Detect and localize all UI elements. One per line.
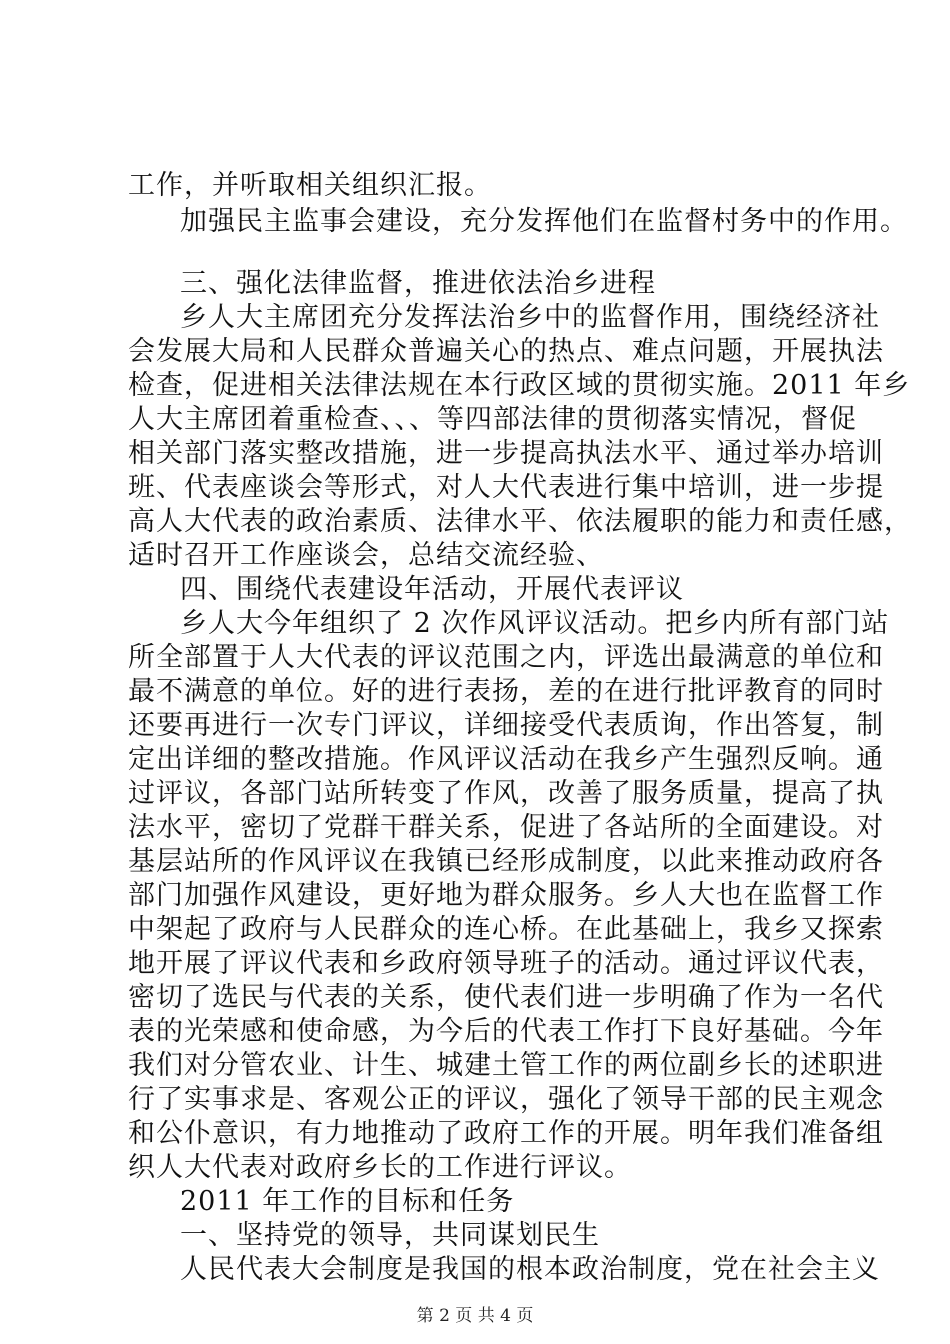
text-line-14: 所全部置于人大代表的评议范围之内，评选出最满意的单位和 xyxy=(128,642,884,673)
text-line-26: 我们对分管农业、计生、城建土管工作的两位副乡长的述职进 xyxy=(128,1050,884,1081)
text-line-21: 部门加强作风建设，更好地为群众服务。乡人大也在监督工作 xyxy=(128,880,884,911)
text-line-9: 班、代表座谈会等形式，对人大代表进行集中培训，进一步提 xyxy=(128,472,884,503)
text-line-7: 人大主席团着重检查、、、等四部法律的贯彻落实情况，督促 xyxy=(128,404,857,435)
text-line-11: 适时召开工作座谈会，总结交流经验、 xyxy=(128,540,604,571)
page-footer: 第 2 页 共 4 页 xyxy=(416,1306,534,1326)
text-line-10: 高人大代表的政治素质、法律水平、依法履职的能力和责任感， xyxy=(128,506,912,537)
text-line-20: 基层站所的作风评议在我镇已经形成制度，以此来推动政府各 xyxy=(128,846,884,877)
text-line-22: 中架起了政府与人民群众的连心桥。在此基础上，我乡又探索 xyxy=(128,914,884,945)
text-line-17: 定出详细的整改措施。作风评议活动在我乡产生强烈反响。通 xyxy=(128,744,884,775)
text-line-16: 还要再进行一次专门评议，详细接受代表质询，作出答复，制 xyxy=(128,710,884,741)
text-line-29: 织人大代表对政府乡长的工作进行评议。 xyxy=(128,1152,632,1183)
text-line-25: 表的光荣感和使命感，为今后的代表工作打下良好基础。今年 xyxy=(128,1016,884,1047)
text-line-4: 乡人大主席团充分发挥法治乡中的监督作用，围绕经济社 xyxy=(180,302,880,333)
text-line-23: 地开展了评议代表和乡政府领导班子的活动。通过评议代表， xyxy=(128,948,884,979)
section-heading-1: 一、坚持党的领导，共同谋划民生 xyxy=(180,1220,600,1251)
text-line-28: 和公仆意识，有力地推动了政府工作的开展。明年我们准备组 xyxy=(128,1118,884,1149)
text-line-18: 过评议，各部门站所转变了作风，改善了服务质量，提高了执 xyxy=(128,778,884,809)
section-heading-2011: 2011 年工作的目标和任务 xyxy=(180,1186,515,1217)
text-line-15: 最不满意的单位。好的进行表扬，差的在进行批评教育的同时 xyxy=(128,676,884,707)
section-heading-3: 三、强化法律监督，推进依法治乡进程 xyxy=(180,268,656,299)
text-line-6: 检查，促进相关法律法规在本行政区域的贯彻实施。2011 年乡 xyxy=(128,370,911,401)
text-line-24: 密切了选民与代表的关系，使代表们进一步明确了作为一名代 xyxy=(128,982,884,1013)
text-line-27: 行了实事求是、客观公正的评议，强化了领导干部的民主观念 xyxy=(128,1084,884,1115)
text-line-5: 会发展大局和人民群众普遍关心的热点、难点问题，开展执法 xyxy=(128,336,884,367)
section-heading-4: 四、围绕代表建设年活动，开展代表评议 xyxy=(180,574,684,605)
text-line-1: 工作，并听取相关组织汇报。 xyxy=(128,170,492,201)
text-line-2: 加强民主监事会建设，充分发挥他们在监督村务中的作用。 xyxy=(180,206,908,237)
text-line-13: 乡人大今年组织了 2 次作风评议活动。把乡内所有部门站 xyxy=(180,608,890,639)
text-line-19: 法水平，密切了党群干群关系，促进了各站所的全面建设。对 xyxy=(128,812,884,843)
text-line-32: 人民代表大会制度是我国的根本政治制度，党在社会主义 xyxy=(180,1254,880,1285)
text-line-8: 相关部门落实整改措施，进一步提高执法水平、通过举办培训 xyxy=(128,438,884,469)
